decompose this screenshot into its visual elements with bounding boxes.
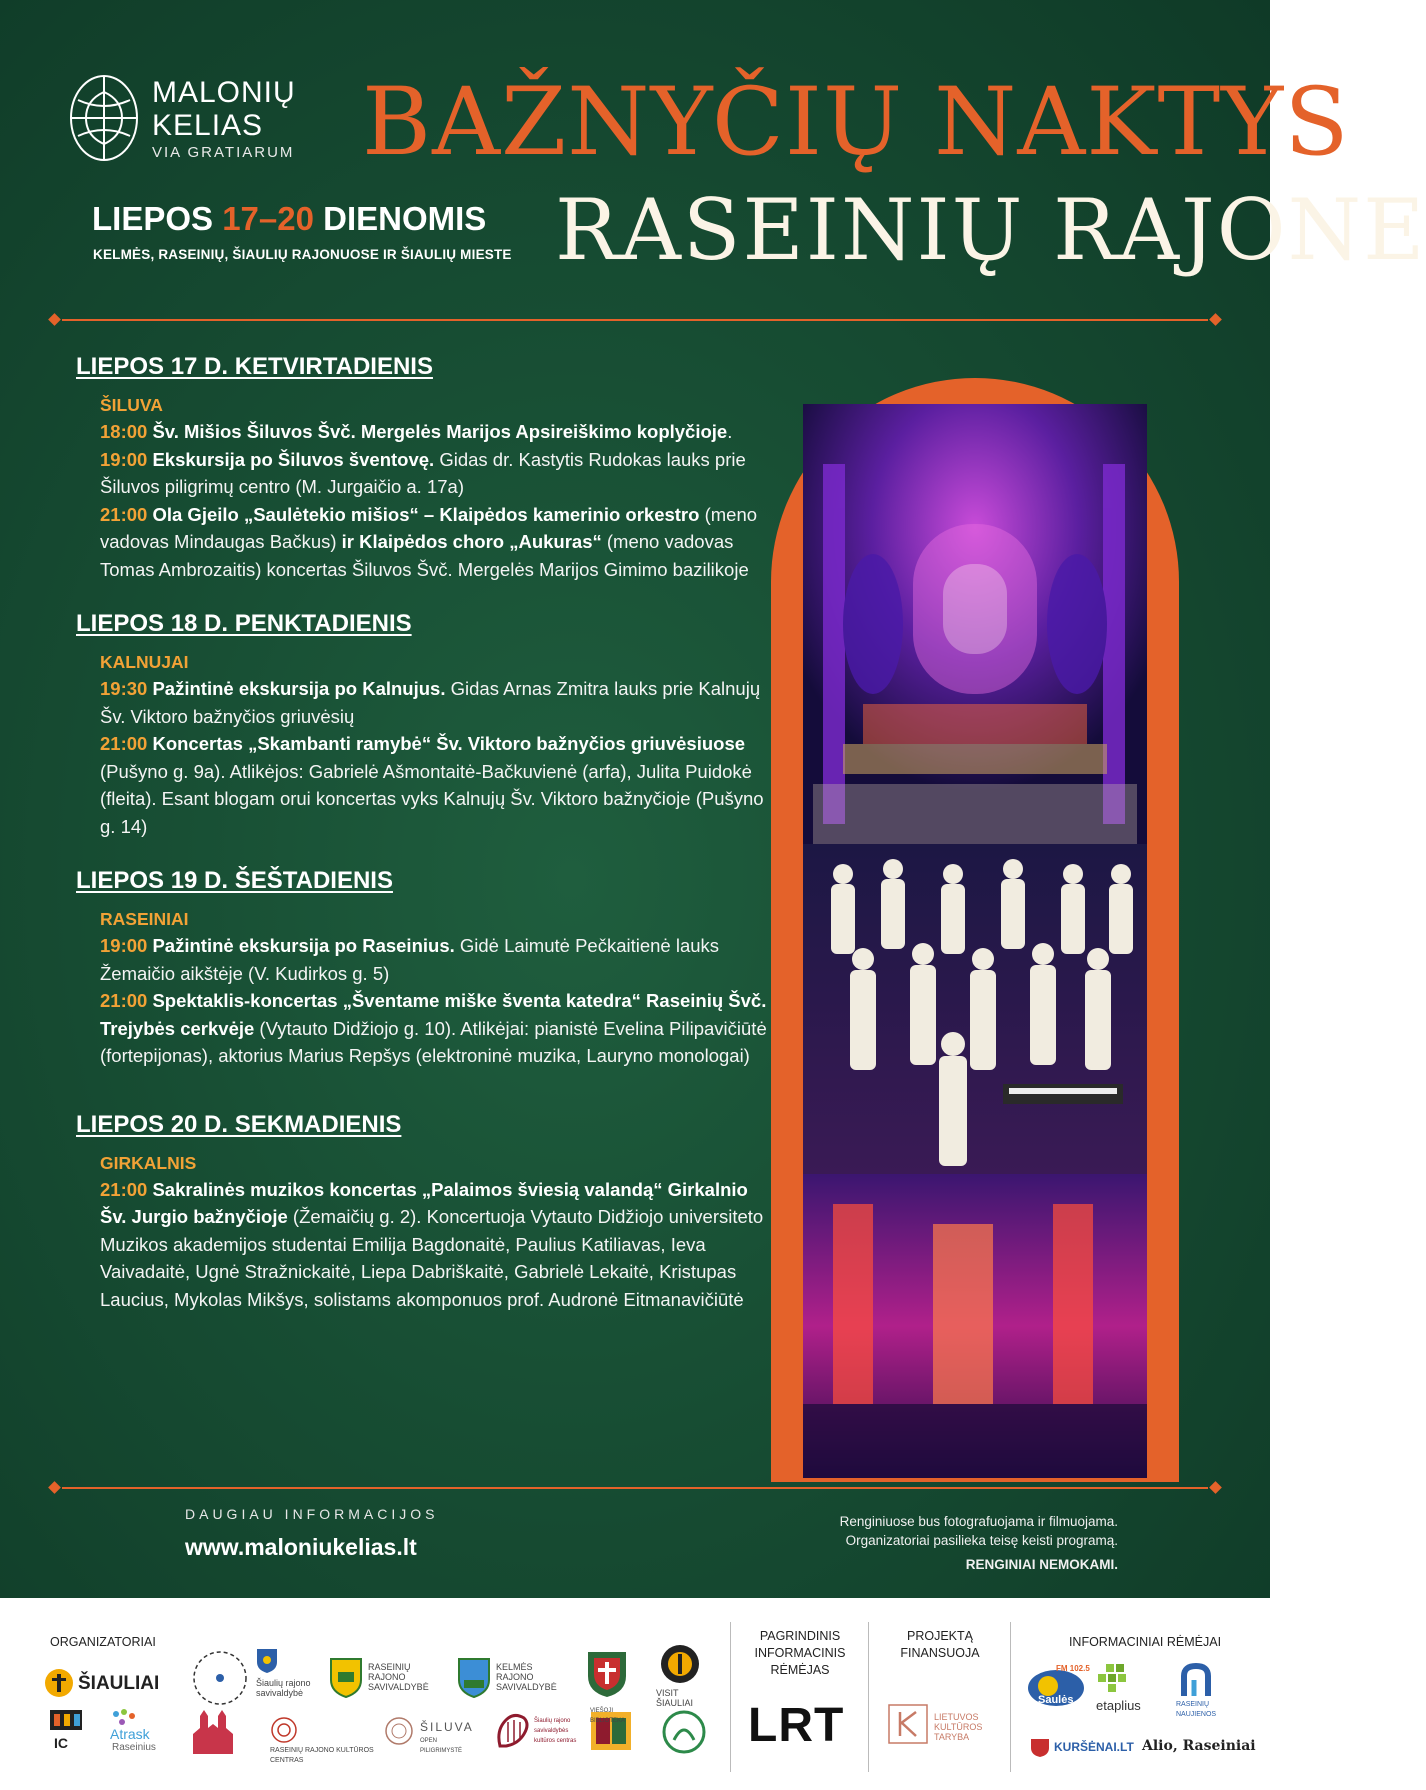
alio-raseiniai-logo: Alio, Raseiniai [1142,1738,1256,1754]
event-regions: KELMĖS, RASEINIŲ, ŠIAULIŲ RAJONUOSE IR ŠIAULIŲ MIESTE [93,247,512,262]
day-heading: LIEPOS 17 D. KETVIRTADIENIS [76,353,433,380]
event-item: 21:00 Sakralinės muzikos koncertas „Palaimos šviesią valandą“ Girkalnio Šv. Jurgio bažnyčioje (Žemaičių g. 2). Koncertuoja Vytauto Didžiojo universiteto Muzikos akademijos studentai Emilija Bagdonaitė, Paulius Katiliavas, Ieva Vaivadaitė, Ugnė Stražnickaitė, Liepa Dabriškaitė, Gabrielė Lekaitė, Kristupas Laucius, Mykolas Mikšys, solistams akomponuos prof. Audronė Eitmanavičiūtė [100,1178,764,1310]
siauliai-logo: ŠIAULIAI [44,1668,164,1702]
logo-line1: MALONIŲ [152,76,296,109]
logo-tagline: VIA GRATIARUM [152,144,295,161]
malonių-kelias-logo [68,72,298,172]
church-illustration-logo [188,1706,238,1758]
poster-subtitle: RASEINIŲ RAJONE [555,181,1426,279]
event-dates: LIEPOS 17–20 DIENOMIS [92,200,487,237]
visit-siauliai-logo: VISIT ŠIAULIAI [660,1644,720,1708]
lietuvos-kulturos-taryba-logo: LIETUVOS KULTŪROS TARYBA [888,1704,1008,1754]
more-info-label: DAUGIAU INFORMACIJOS [185,1506,439,1522]
concert-photo [803,404,1147,1478]
diocese-crest-logo [586,1650,632,1706]
cross-emblem-icon [68,72,140,164]
green-circle-logo [662,1710,708,1756]
schedule [76,352,776,1339]
organizers-heading: ORGANIZATORIAI [50,1635,156,1649]
day-19 [76,866,776,1070]
event-item: 19:30 Pažintinė ekskursija po Kalnujus. Gidas Arnas Zmitra lauks prie Kalnujų Šv. Viktoro bažnyčios griuvėsių [100,678,761,727]
financed-heading: PROJEKTĄ FINANSUOJA [900,1629,980,1660]
logo-line2: KELIAS [152,109,264,142]
day-heading: LIEPOS 19 D. ŠEŠTADIENIS [76,867,393,894]
kursenai-logo: KURŠĖNAI.LT [1030,1738,1140,1762]
location-name: KALNUJAI [100,652,189,672]
day-heading: LIEPOS 18 D. PENKTADIENIS [76,610,412,637]
event-item: 21:00 Koncertas „Skambanti ramybė“ Šv. Viktoro bažnyčios griuvėsiuose (Pušyno g. 9a). Atlikėjos: Gabrielė Ašmontaitė-Bačkuvienė (arfa), Julita Puidokė (fleita). Esant blogam orui koncertas vyks Kalnujų Šv. Viktoro bažnyčioje (Pušyno g. 14) [100,733,764,837]
atrask-raseinius-logo: Atrask Raseinius [108,1708,174,1756]
event-item: 21:00 Ola Gjeilo „Saulėtekio mišios“ – Klaipėdos kamerinio orkestro (meno vadovas Mindaugas Bačkus) ir Klaipėdos choro „Aukuras“ (meno vadovas Tomas Ambrozaitis) koncertas Šiluvos Švč. Mergelės Marijos Gimimo bazilikoje [100,503,758,580]
sponsors-strip [0,1598,1270,1790]
event-item: 18:00 Šv. Mišios Šiluvos Švč. Mergelės Marijos Apsireiškimo koplyčioje. [100,421,733,442]
bottom-divider [50,1482,1220,1494]
location-name: RASEINIAI [100,909,189,929]
website-link[interactable]: www.maloniukelias.lt [185,1534,417,1560]
free-events-note: RENGINIAI NEMOKAMI. [965,1557,1118,1572]
day-17 [76,352,776,583]
main-sponsor-heading: PAGRINDINIS INFORMACINIS RĖMĖJAS [754,1629,846,1677]
raseiniu-kulturos-centras-logo: RASEINIŲ RAJONO KULTŪROS CENTRAS [270,1716,390,1752]
day-18 [76,609,776,840]
lrt-logo: LRT [748,1699,845,1752]
raseiniu-savivaldybe-logo: RASEINIŲ RAJONO SAVIVALDYBĖ [330,1658,430,1702]
viesoji-biblioteka-logo: VIEŠOJI BIBLIOTEKA [590,1706,638,1758]
siauliu-raj-kulturos-centras-logo: Šiaulių rajono savivaldybės kultūros centras [494,1710,574,1758]
siluva-logo: ŠILUVA OPEN PILIGRIMYSTĖ [384,1716,474,1752]
raseiniu-naujienos-logo: RASEINIŲ NAUJIENOS [1178,1662,1238,1714]
siauliu-raj-savivaldybe-logo: Šiaulių rajono savivaldybė [256,1648,314,1708]
event-item: 21:00 Spektaklis-koncertas „Šventame miške šventa katedra“ Raseinių Švč. Trejybės cerkvėje (Vytauto Didžiojo g. 10). Atlikėjai: pianistė Evelina Pilipavičiūtė (fortepijonas), aktorius Marius Repšys (elektroninė muzika, Lauryno monologai) [100,990,767,1066]
event-item: 19:00 Pažintinė ekskursija po Raseinius. Gidė Laimutė Pečkaitienė lauks Žemaičio aikštėje (V. Kudirkos g. 5) [100,935,720,984]
siauliu-rajonas-stamp-logo [190,1648,250,1708]
saules-radio-logo: FM 102.5 Saulės [1026,1664,1092,1712]
svg-text:IC: IC [54,1735,68,1751]
day-20 [76,1110,776,1314]
etaplius-logo: etaplius [1098,1664,1158,1714]
kelmes-savivaldybe-logo: KELMĖS RAJONO SAVIVALDYBĖ [458,1658,558,1702]
ic-logo [50,1710,86,1754]
day-heading: LIEPOS 20 D. SEKMADIENIS [76,1110,402,1138]
info-sponsors-heading: INFORMACINIAI RĖMĖJAI [1068,1635,1222,1649]
location-name: GIRKALNIS [100,1152,197,1173]
footer-notice: Renginiuose bus fotografuojama ir filmuojama. Organizatoriai pasilieka teisę keisti programą. RENGINIAI NEMOKAMI. [839,1514,1118,1572]
top-divider [50,314,1220,326]
event-item: 19:00 Ekskursija po Šiluvos šventovę. Gidas dr. Kastytis Rudokas lauks prie Šiluvos piligrimų centro (M. Jurgaičio a. 17a) [100,448,746,497]
location-name: ŠILUVA [100,395,163,415]
poster-title: BAŽNYČIŲ NAKTYS [362,68,1350,177]
more-info [185,1506,438,1561]
